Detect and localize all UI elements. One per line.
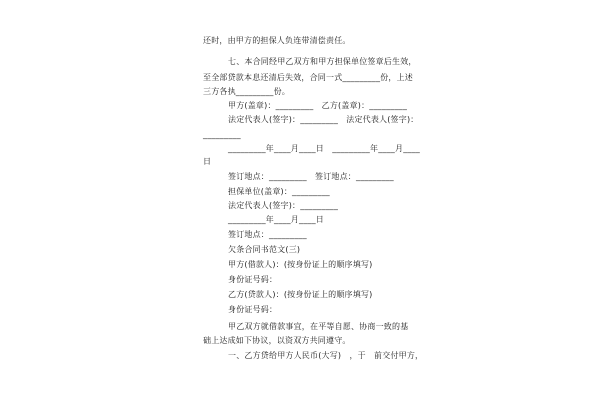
text-line-guarantor-liability: 还时，由甲方的担保人负连带清偿责任。 [203, 36, 351, 45]
text-line-guarantor-date: _________年____月____日 [228, 215, 324, 224]
text-line-borrower-id: 身份证号码： [228, 275, 278, 284]
text-line-guarantor-location: 签订地点：_________ [228, 230, 307, 239]
text-line-clause-one: 一、乙方贷给甲方人民币(大写) ，于 前交付甲方， [228, 351, 424, 360]
text-line-agreement-intro: 甲乙双方就借款事宜，在平等自愿、协商一致的基 [228, 322, 409, 331]
text-line-each-party-copies: 三方各执_________份。 [203, 87, 290, 96]
section-heading: 欠条合同书范文(三) [228, 245, 301, 254]
text-line-borrower: 甲方(借款人)：(按身份证上的顺序填写) [228, 260, 373, 269]
text-line-guarantor-seal: 担保单位(盖章)：_________ [228, 187, 330, 196]
text-line-copies: 至全部贷款本息还清后失效，合同一式_________份，上述 [203, 73, 413, 82]
text-line-date-day: 日 [203, 157, 212, 166]
text-line-legal-rep-blank: _________ [203, 130, 241, 139]
text-line-guarantor-rep: 法定代表人(签字)：_________ [228, 201, 339, 210]
text-line-sign-locations: 签订地点：_________ 签订地点：_________ [228, 172, 394, 181]
text-line-clause-seven: 七、本合同经甲乙双方和甲方担保单位签章后生效， [228, 57, 417, 66]
text-line-lender-id: 身份证号码： [228, 305, 278, 314]
text-line-legal-reps: 法定代表人(签字)：_________ 法定代表人(签字)： [228, 115, 419, 124]
text-line-party-seals: 甲方(盖章)：_________ 乙方(盖章)：_________ [228, 101, 408, 110]
text-line-sign-dates: _________年____月____日 _________年____月____ [228, 144, 420, 153]
text-line-agreement-basis: 础上达成如下协议，以资双方共同遵守。 [203, 336, 351, 345]
text-line-lender: 乙方(贷款人)：(按身份证上的顺序填写) [228, 290, 373, 299]
